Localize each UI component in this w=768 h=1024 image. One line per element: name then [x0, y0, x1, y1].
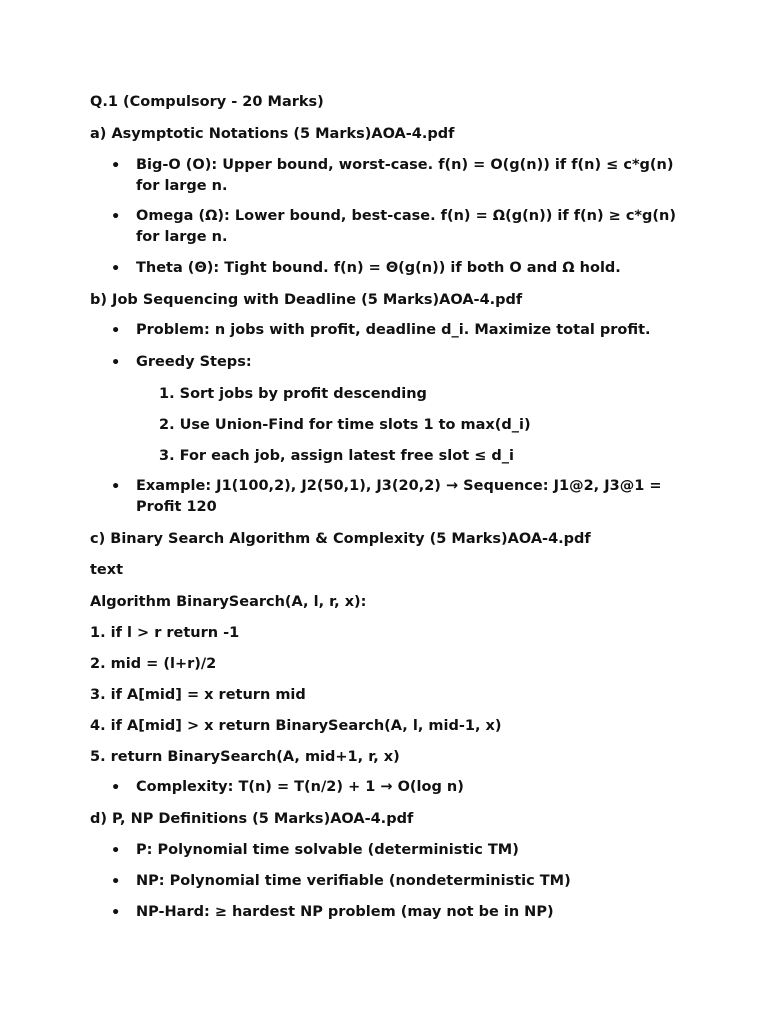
code-line: 4. if A[mid] > x return BinarySearch(A, l, mid-1, x) [90, 718, 502, 734]
bullet-marker: • [111, 905, 121, 921]
bullet-marker: • [111, 261, 121, 277]
bullet-marker: • [111, 874, 121, 890]
np-definition-bullet: NP: Polynomial time verifiable (nondeterministic TM) [136, 873, 571, 889]
complexity-bullet: Complexity: T(n) = T(n/2) + 1 → O(log n) [136, 779, 464, 795]
greedy-steps-bullet: Greedy Steps: [136, 354, 252, 370]
omega-bullet: Omega (Ω): Lower bound, best-case. f(n) = Ω(g(n)) if f(n) ≥ c*g(n) for large n. [136, 208, 676, 245]
bullet-marker: • [111, 158, 121, 174]
big-o-bullet: Big-O (O): Upper bound, worst-case. f(n) = O(g(n)) if f(n) ≤ c*g(n) for large n. [136, 157, 674, 194]
greedy-step-2: 2. Use Union-Find for time slots 1 to max(d_i) [159, 417, 531, 433]
section-a-heading: a) Asymptotic Notations (5 Marks)AOA-4.pdf [90, 126, 455, 142]
code-line: 2. mid = (l+r)/2 [90, 656, 217, 672]
bullet-marker: • [111, 323, 121, 339]
problem-bullet: Problem: n jobs with profit, deadline d_i. Maximize total profit. [136, 322, 651, 338]
bullet-marker: • [111, 355, 121, 371]
code-line: 5. return BinarySearch(A, mid+1, r, x) [90, 749, 400, 765]
bullet-marker: • [111, 843, 121, 859]
section-c-heading: c) Binary Search Algorithm & Complexity (5 Marks)AOA-4.pdf [90, 531, 591, 547]
bullet-marker: • [111, 479, 121, 495]
bullet-marker: • [111, 209, 121, 225]
greedy-step-1: 1. Sort jobs by profit descending [159, 386, 427, 402]
theta-bullet: Theta (Θ): Tight bound. f(n) = Θ(g(n)) if both O and Ω hold. [136, 260, 621, 276]
greedy-step-3: 3. For each job, assign latest free slot ≤ d_i [159, 448, 514, 464]
code-line: Algorithm BinarySearch(A, l, r, x): [90, 594, 367, 610]
code-line: 1. if l > r return -1 [90, 625, 240, 641]
p-definition-bullet: P: Polynomial time solvable (deterministic TM) [136, 842, 519, 858]
section-b-heading: b) Job Sequencing with Deadline (5 Marks)AOA-4.pdf [90, 292, 523, 308]
code-language-label: text [90, 562, 124, 578]
section-d-heading: d) P, NP Definitions (5 Marks)AOA-4.pdf [90, 811, 414, 827]
question-title: Q.1 (Compulsory - 20 Marks) [90, 94, 324, 110]
example-bullet: Example: J1(100,2), J2(50,1), J3(20,2) → Sequence: J1@2, J3@1 = Profit 120 [136, 478, 662, 515]
code-line: 3. if A[mid] = x return mid [90, 687, 306, 703]
np-hard-definition-bullet: NP-Hard: ≥ hardest NP problem (may not be in NP) [136, 904, 554, 920]
bullet-marker: • [111, 780, 121, 796]
